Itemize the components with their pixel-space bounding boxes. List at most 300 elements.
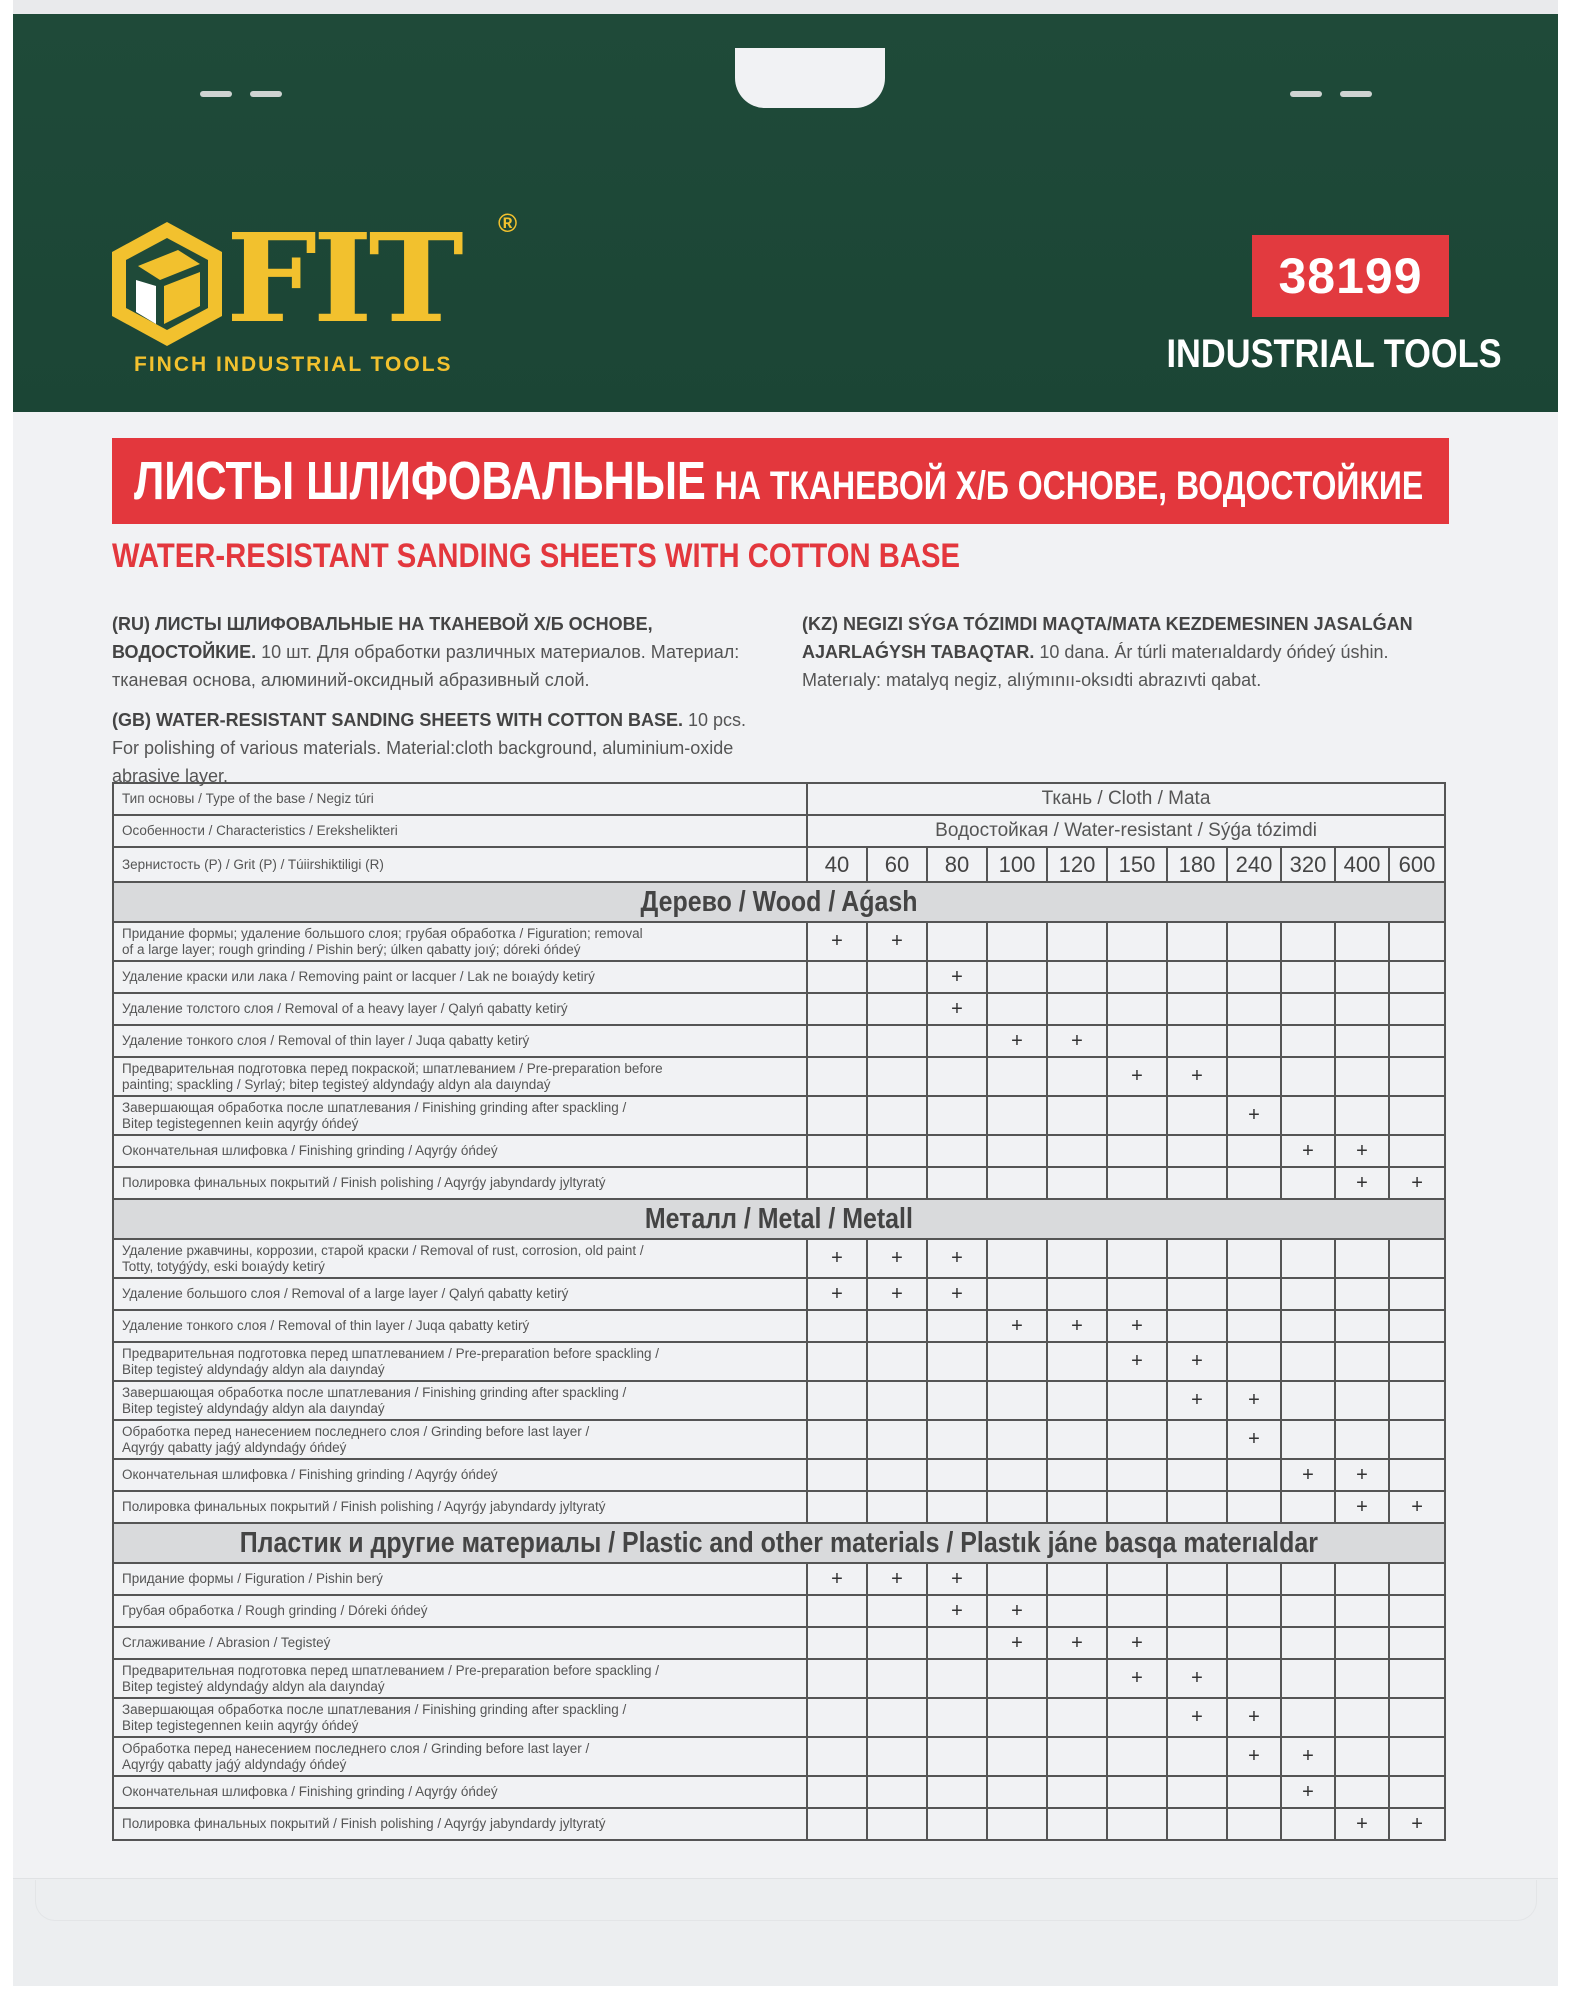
empty-cell <box>1335 1381 1389 1420</box>
empty-cell <box>1335 1659 1389 1698</box>
table-row-characteristics <box>113 815 1445 847</box>
empty-cell <box>1107 1776 1167 1808</box>
empty-cell <box>1281 1563 1335 1595</box>
empty-cell <box>867 1135 927 1167</box>
title-en: WATER-RESISTANT SANDING SHEETS WITH COTTON BASE <box>112 537 960 575</box>
row-description-line: Bitep tegistegennen keıin aqyrǵy óńdeý <box>122 1115 359 1131</box>
table-row-grit <box>113 847 1445 882</box>
empty-cell <box>1389 1310 1445 1342</box>
plus-mark-cell: + <box>927 961 987 993</box>
section-title <box>113 1523 1445 1563</box>
empty-cell <box>1281 993 1335 1025</box>
title-ru-main: ЛИСТЫ ШЛИФОВАЛЬНЫЕ <box>134 451 706 511</box>
plus-mark-cell: + <box>987 1025 1047 1057</box>
table-row <box>113 1659 1445 1698</box>
row-description <box>113 1627 807 1659</box>
row-description <box>113 1563 807 1595</box>
empty-cell <box>1281 1595 1335 1627</box>
empty-cell <box>987 1698 1047 1737</box>
row-description <box>113 1698 807 1737</box>
empty-cell <box>807 1310 867 1342</box>
empty-cell <box>807 1135 867 1167</box>
plus-mark-cell: + <box>1227 1420 1281 1459</box>
empty-cell <box>987 1278 1047 1310</box>
row-description-line: Полировка финальных покрытий / Finish polishing / Aqyrǵy jabyndardy jyltyratý <box>122 1175 606 1190</box>
slot-right-1 <box>1290 91 1322 97</box>
row-description <box>113 1025 807 1057</box>
title-ru-rest: НА ТКАНЕВОЙ Х/Б ОСНОВЕ, ВОДОСТОЙКИЕ <box>705 464 1424 508</box>
empty-cell <box>927 1135 987 1167</box>
row-description-line: Удаление тонкого слоя / Removal of thin layer / Juqa qabatty ketirý <box>122 1318 530 1333</box>
empty-cell <box>1047 1459 1107 1491</box>
empty-cell <box>1107 1167 1167 1199</box>
empty-cell <box>1335 1057 1389 1096</box>
empty-cell <box>1227 1808 1281 1840</box>
row-description-line: Предварительная подготовка перед шпатлеванием / Pre-preparation before spackling / <box>122 1345 660 1361</box>
empty-cell <box>1047 1096 1107 1135</box>
empty-cell <box>927 1420 987 1459</box>
empty-cell <box>1047 1563 1107 1595</box>
table-row <box>113 1808 1445 1840</box>
empty-cell <box>1227 1135 1281 1167</box>
table-row <box>113 1595 1445 1627</box>
empty-cell <box>1281 1420 1335 1459</box>
characteristics-value: Водостойкая / Water-resistant / Sýǵa tózimdi <box>807 815 1445 847</box>
empty-cell <box>1389 1627 1445 1659</box>
empty-cell <box>807 1057 867 1096</box>
description-gb-lead: (GB) WATER-RESISTANT SANDING SHEETS WITH COTTON BASE. <box>112 710 683 730</box>
plus-mark-cell: + <box>1107 1659 1167 1698</box>
empty-cell <box>807 1595 867 1627</box>
empty-cell <box>1047 1420 1107 1459</box>
plus-mark-cell: + <box>1281 1459 1335 1491</box>
row-description-line: Aqyrǵy qabatty jaǵý aldyndaǵy óńdeý <box>122 1756 347 1772</box>
empty-cell <box>1389 993 1445 1025</box>
empty-cell <box>807 1808 867 1840</box>
table-section-header <box>113 1523 1445 1563</box>
empty-cell <box>1281 1808 1335 1840</box>
empty-cell <box>987 1381 1047 1420</box>
empty-cell <box>1389 1135 1445 1167</box>
empty-cell <box>1389 1776 1445 1808</box>
plus-mark-cell: + <box>867 1239 927 1278</box>
row-description <box>113 1057 807 1096</box>
empty-cell <box>807 993 867 1025</box>
top-edge <box>13 0 1558 14</box>
row-description-line: Обработка перед нанесением последнего слоя / Grinding before last layer / <box>122 1740 590 1756</box>
base-type-label: Тип основы / Type of the base / Negiz túri <box>113 783 807 815</box>
row-description <box>113 1491 807 1523</box>
empty-cell <box>867 1491 927 1523</box>
empty-cell <box>1047 993 1107 1025</box>
section-title <box>113 1199 1445 1239</box>
empty-cell <box>1047 1491 1107 1523</box>
empty-cell <box>867 993 927 1025</box>
row-description-line: Грубая обработка / Rough grinding / Dóreki óńdeý <box>122 1603 428 1618</box>
empty-cell <box>1227 1459 1281 1491</box>
empty-cell <box>867 1627 927 1659</box>
empty-cell <box>867 1808 927 1840</box>
empty-cell <box>1281 1342 1335 1381</box>
plus-mark-cell: + <box>867 922 927 961</box>
empty-cell <box>927 1776 987 1808</box>
empty-cell <box>1047 1659 1107 1698</box>
grit-header-cell: 120 <box>1047 847 1107 882</box>
plus-mark-cell: + <box>1389 1808 1445 1840</box>
empty-cell <box>927 1808 987 1840</box>
empty-cell <box>1389 1342 1445 1381</box>
table-row <box>113 1420 1445 1459</box>
plus-mark-cell: + <box>807 1239 867 1278</box>
empty-cell <box>807 1627 867 1659</box>
plus-mark-cell: + <box>987 1310 1047 1342</box>
logo-tagline: FINCH INDUSTRIAL TOOLS <box>134 353 453 376</box>
empty-cell <box>927 1096 987 1135</box>
plus-mark-cell: + <box>1167 1698 1227 1737</box>
description-gb <box>112 706 772 790</box>
section-title-text: Металл / Metal / Metall <box>644 1202 914 1235</box>
description-ru <box>112 610 772 694</box>
plus-mark-cell: + <box>1281 1776 1335 1808</box>
empty-cell <box>1227 922 1281 961</box>
empty-cell <box>1335 1563 1389 1595</box>
grit-header-cell: 240 <box>1227 847 1281 882</box>
section-title-text: Пластик и другие материалы / Plastic and other materials / Plastık jáne basqa materıaldar <box>239 1526 1319 1559</box>
empty-cell <box>867 1025 927 1057</box>
row-description-line: Придание формы; удаление большого слоя; грубая обработка / Figuration; removal <box>122 925 643 941</box>
empty-cell <box>987 1420 1047 1459</box>
empty-cell <box>1167 1025 1227 1057</box>
empty-cell <box>1107 1135 1167 1167</box>
empty-cell <box>1167 1239 1227 1278</box>
row-description <box>113 993 807 1025</box>
empty-cell <box>1281 922 1335 961</box>
empty-cell <box>867 1659 927 1698</box>
grit-usage-table <box>112 782 1446 1841</box>
empty-cell <box>987 1563 1047 1595</box>
empty-cell <box>1107 1096 1167 1135</box>
plus-mark-cell: + <box>987 1627 1047 1659</box>
empty-cell <box>1227 1167 1281 1199</box>
empty-cell <box>1107 961 1167 993</box>
empty-cell <box>987 1135 1047 1167</box>
empty-cell <box>927 1659 987 1698</box>
row-description <box>113 922 807 961</box>
characteristics-label: Особенности / Characteristics / Erekshelikteri <box>113 815 807 847</box>
empty-cell <box>1281 1167 1335 1199</box>
empty-cell <box>1167 1808 1227 1840</box>
empty-cell <box>1335 1595 1389 1627</box>
empty-cell <box>867 1096 927 1135</box>
empty-cell <box>1227 1627 1281 1659</box>
empty-cell <box>1335 1025 1389 1057</box>
row-description <box>113 1239 807 1278</box>
base-type-value: Ткань / Cloth / Mata <box>807 783 1445 815</box>
empty-cell <box>927 1025 987 1057</box>
empty-cell <box>1107 922 1167 961</box>
empty-cell <box>927 1381 987 1420</box>
plus-mark-cell: + <box>1167 1381 1227 1420</box>
title-ru <box>134 438 1423 524</box>
empty-cell <box>1335 961 1389 993</box>
slot-left-1 <box>200 91 232 97</box>
plus-mark-cell: + <box>927 1278 987 1310</box>
table-row <box>113 1342 1445 1381</box>
empty-cell <box>927 1698 987 1737</box>
grit-header-cell: 60 <box>867 847 927 882</box>
plus-mark-cell: + <box>927 993 987 1025</box>
row-description <box>113 1595 807 1627</box>
empty-cell <box>1167 961 1227 993</box>
empty-cell <box>807 1491 867 1523</box>
empty-cell <box>1281 1025 1335 1057</box>
empty-cell <box>1167 1167 1227 1199</box>
empty-cell <box>1281 1310 1335 1342</box>
plus-mark-cell: + <box>1227 1381 1281 1420</box>
empty-cell <box>1167 1627 1227 1659</box>
empty-cell <box>1107 1381 1167 1420</box>
plus-mark-cell: + <box>1389 1167 1445 1199</box>
description-ru-text: 10 шт. Для обработки различных материалов. Материал: тканевая основа, алюминий-оксидный абразивный слой. <box>112 642 740 690</box>
empty-cell <box>987 993 1047 1025</box>
plus-mark-cell: + <box>1227 1737 1281 1776</box>
empty-cell <box>1107 993 1167 1025</box>
empty-cell <box>987 1459 1047 1491</box>
row-description <box>113 1096 807 1135</box>
empty-cell <box>1107 1698 1167 1737</box>
empty-cell <box>1389 1057 1445 1096</box>
empty-cell <box>807 1459 867 1491</box>
logo-hexagon-icon <box>108 220 226 348</box>
row-description <box>113 1278 807 1310</box>
row-description-line: Удаление толстого слоя / Removal of a heavy layer / Qalyń qabatty ketirý <box>122 1001 568 1016</box>
empty-cell <box>1107 1491 1167 1523</box>
row-description-line: Bitep tegistegennen keıin aqyrǵy óńdeý <box>122 1717 359 1733</box>
empty-cell <box>927 1057 987 1096</box>
row-description-line: Удаление краски или лака / Removing paint or lacquer / Lak ne boıaýdy ketirý <box>122 969 595 984</box>
row-description-line: Полировка финальных покрытий / Finish polishing / Aqyrǵy jabyndardy jyltyratý <box>122 1816 606 1831</box>
empty-cell <box>1227 1239 1281 1278</box>
article-number-badge: 38199 <box>1252 235 1449 317</box>
row-description <box>113 961 807 993</box>
empty-cell <box>1389 1659 1445 1698</box>
section-title-text: Дерево / Wood / Aǵash <box>640 885 918 918</box>
empty-cell <box>1047 1808 1107 1840</box>
empty-cell <box>867 1057 927 1096</box>
empty-cell <box>1167 1737 1227 1776</box>
empty-cell <box>927 1310 987 1342</box>
empty-cell <box>1167 1563 1227 1595</box>
empty-cell <box>1227 1776 1281 1808</box>
empty-cell <box>987 1342 1047 1381</box>
empty-cell <box>927 1491 987 1523</box>
empty-cell <box>1227 1278 1281 1310</box>
empty-cell <box>1335 1698 1389 1737</box>
empty-cell <box>1335 1420 1389 1459</box>
empty-cell <box>987 1096 1047 1135</box>
empty-cell <box>1047 1381 1107 1420</box>
grit-header-cell: 80 <box>927 847 987 882</box>
empty-cell <box>1167 1096 1227 1135</box>
fit-logo <box>108 208 538 378</box>
row-description-line: Окончательная шлифовка / Finishing grinding / Aqyrǵy óńdeý <box>122 1784 498 1799</box>
empty-cell <box>987 961 1047 993</box>
plus-mark-cell: + <box>1047 1310 1107 1342</box>
empty-cell <box>867 1737 927 1776</box>
plus-mark-cell: + <box>807 1278 867 1310</box>
plus-mark-cell: + <box>1335 1459 1389 1491</box>
description-gb-text: 10 pcs. For polishing of various materials. Material:cloth background, aluminium-oxide abrasive layer. <box>112 710 747 786</box>
table-section-header <box>113 1199 1445 1239</box>
empty-cell <box>1107 1420 1167 1459</box>
plus-mark-cell: + <box>927 1239 987 1278</box>
empty-cell <box>1335 922 1389 961</box>
empty-cell <box>1389 1420 1445 1459</box>
empty-cell <box>807 1342 867 1381</box>
empty-cell <box>1047 1057 1107 1096</box>
plus-mark-cell: + <box>807 922 867 961</box>
empty-cell <box>1281 1096 1335 1135</box>
empty-cell <box>1227 1310 1281 1342</box>
empty-cell <box>1335 1239 1389 1278</box>
empty-cell <box>867 1698 927 1737</box>
empty-cell <box>807 1167 867 1199</box>
row-description-line: Bitep tegisteý aldyndaǵy aldyn ala daıyndaý <box>122 1361 385 1377</box>
section-title <box>113 882 1445 922</box>
plus-mark-cell: + <box>1167 1659 1227 1698</box>
row-description-line: Окончательная шлифовка / Finishing grinding / Aqyrǵy óńdeý <box>122 1143 498 1158</box>
empty-cell <box>1167 1459 1227 1491</box>
row-description-line: Bitep tegisteý aldyndaǵy aldyn ala daıyndaý <box>122 1400 385 1416</box>
table-row <box>113 1563 1445 1595</box>
empty-cell <box>1335 1737 1389 1776</box>
empty-cell <box>1389 1563 1445 1595</box>
category-label: INDUSTRIAL TOOLS <box>1166 332 1502 376</box>
grit-header-cell: 100 <box>987 847 1047 882</box>
empty-cell <box>987 1659 1047 1698</box>
row-description <box>113 1776 807 1808</box>
empty-cell <box>1047 1342 1107 1381</box>
empty-cell <box>1047 1698 1107 1737</box>
empty-cell <box>927 1459 987 1491</box>
plus-mark-cell: + <box>927 1563 987 1595</box>
empty-cell <box>867 1310 927 1342</box>
empty-cell <box>1227 993 1281 1025</box>
hanger-tab <box>735 48 885 108</box>
empty-cell <box>867 1167 927 1199</box>
grit-header-cell: 150 <box>1107 847 1167 882</box>
empty-cell <box>1167 1491 1227 1523</box>
empty-cell <box>927 922 987 961</box>
row-description-line: Удаление тонкого слоя / Removal of thin layer / Juqa qabatty ketirý <box>122 1033 530 1048</box>
row-description-line: Обработка перед нанесением последнего слоя / Grinding before last layer / <box>122 1423 590 1439</box>
empty-cell <box>1335 1627 1389 1659</box>
empty-cell <box>1227 1342 1281 1381</box>
empty-cell <box>1389 961 1445 993</box>
row-description-line: Завершающая обработка после шпатлевания / Finishing grinding after spackling / <box>122 1701 627 1717</box>
grit-header-cell: 40 <box>807 847 867 882</box>
empty-cell <box>1107 1808 1167 1840</box>
row-description <box>113 1342 807 1381</box>
table-row <box>113 922 1445 961</box>
empty-cell <box>987 1737 1047 1776</box>
plus-mark-cell: + <box>1335 1135 1389 1167</box>
plus-mark-cell: + <box>1281 1135 1335 1167</box>
empty-cell <box>867 1381 927 1420</box>
plus-mark-cell: + <box>1107 1057 1167 1096</box>
description-kz-lead: (KZ) NEGIZI SÝGA TÓZIMDI MAQTA/MATA KEZDEMESINEN JASALǴAN AJARLAǴYSH TABAQTAR. <box>802 614 1413 662</box>
empty-cell <box>1047 961 1107 993</box>
empty-cell <box>927 1627 987 1659</box>
table-row-base-type <box>113 783 1445 815</box>
row-description-line: Totty, totyǵýdy, eski boıaýdy ketirý <box>122 1258 325 1274</box>
empty-cell <box>1389 1025 1445 1057</box>
empty-cell <box>1047 1776 1107 1808</box>
empty-cell <box>1167 1278 1227 1310</box>
empty-cell <box>1107 1595 1167 1627</box>
empty-cell <box>1281 1381 1335 1420</box>
empty-cell <box>1335 1278 1389 1310</box>
empty-cell <box>807 1776 867 1808</box>
empty-cell <box>1281 961 1335 993</box>
row-description-line: Завершающая обработка после шпатлевания / Finishing grinding after spackling / <box>122 1099 627 1115</box>
empty-cell <box>1335 1342 1389 1381</box>
plus-mark-cell: + <box>1227 1096 1281 1135</box>
table-row <box>113 961 1445 993</box>
empty-cell <box>1227 1595 1281 1627</box>
empty-cell <box>1227 1057 1281 1096</box>
empty-cell <box>1107 1459 1167 1491</box>
slot-left-2 <box>250 91 282 97</box>
empty-cell <box>1167 1595 1227 1627</box>
plus-mark-cell: + <box>1335 1808 1389 1840</box>
plus-mark-cell: + <box>1107 1310 1167 1342</box>
empty-cell <box>807 1381 867 1420</box>
empty-cell <box>867 1776 927 1808</box>
plus-mark-cell: + <box>867 1563 927 1595</box>
row-description <box>113 1659 807 1698</box>
empty-cell <box>1281 1278 1335 1310</box>
empty-cell <box>987 1808 1047 1840</box>
empty-cell <box>987 922 1047 961</box>
empty-cell <box>1167 1310 1227 1342</box>
row-description-line: of a large layer; rough grinding / Pishin berý; úlken qabatty joıý; dóreki óńdeý <box>122 941 581 957</box>
empty-cell <box>1167 922 1227 961</box>
table-row <box>113 1491 1445 1523</box>
empty-cell <box>1107 1737 1167 1776</box>
grit-header-cell: 320 <box>1281 847 1335 882</box>
empty-cell <box>1047 1135 1107 1167</box>
plus-mark-cell: + <box>1335 1491 1389 1523</box>
row-description-line: Полировка финальных покрытий / Finish polishing / Aqyrǵy jabyndardy jyltyratý <box>122 1499 606 1514</box>
row-description-line: Окончательная шлифовка / Finishing grinding / Aqyrǵy óńdeý <box>122 1467 498 1482</box>
table-row <box>113 1381 1445 1420</box>
table-row <box>113 1310 1445 1342</box>
table-row <box>113 1698 1445 1737</box>
empty-cell <box>1281 1239 1335 1278</box>
empty-cell <box>807 1025 867 1057</box>
empty-cell <box>1167 1776 1227 1808</box>
empty-cell <box>807 1737 867 1776</box>
table-row <box>113 1776 1445 1808</box>
table-row <box>113 1096 1445 1135</box>
empty-cell <box>807 1659 867 1698</box>
empty-cell <box>867 1342 927 1381</box>
empty-cell <box>1047 1737 1107 1776</box>
plus-mark-cell: + <box>1107 1627 1167 1659</box>
empty-cell <box>987 1057 1047 1096</box>
row-description <box>113 1381 807 1420</box>
